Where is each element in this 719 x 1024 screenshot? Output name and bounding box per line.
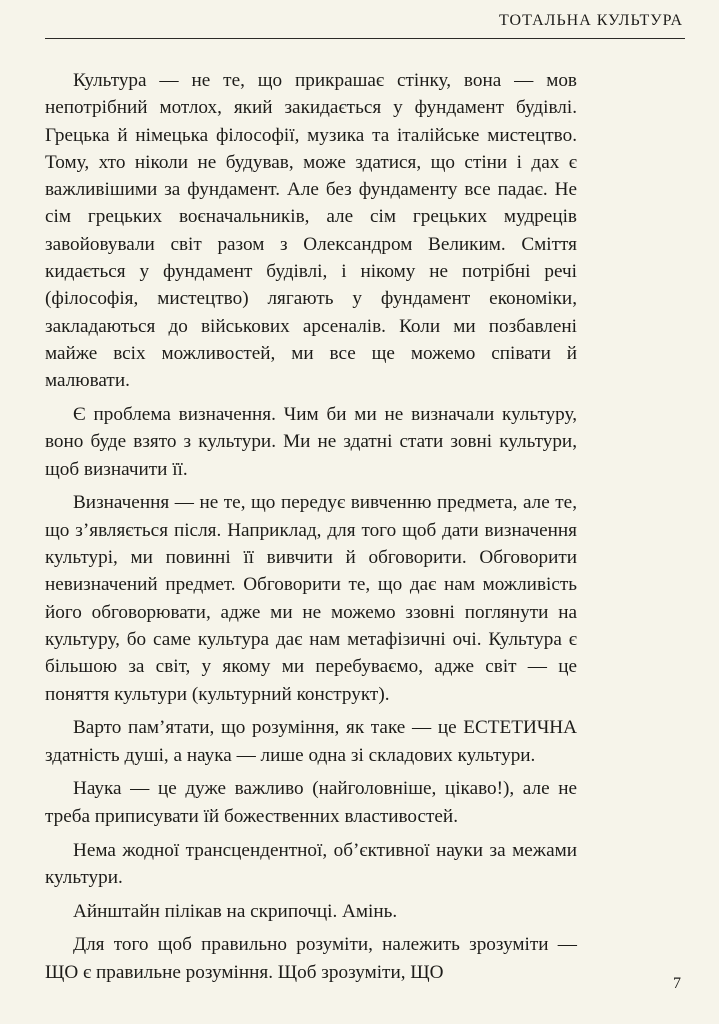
running-title: ТОТАЛЬНА КУЛЬТУРА bbox=[498, 12, 683, 29]
paragraph-7: Айнштайн пілікав на скрипочці. Амінь. bbox=[73, 900, 398, 922]
paragraph-8: Для того щоб правильно розуміти, належить зрозуміти — ЩО є правильне розуміння. Щоб зрозуміти, ЩО bbox=[45, 934, 577, 983]
header-rule bbox=[45, 38, 685, 39]
paragraph-5: Наука — це дуже важливо (найголовніше, цікаво!), але не треба приписувати їй божественних властивостей. bbox=[45, 778, 577, 827]
paragraph-4: Варто пам’ятати, що розуміння, як таке — це ЕСТЕТИЧНА здатність душі, а наука — лише одна зі складових культури. bbox=[45, 717, 577, 766]
body-text bbox=[45, 67, 577, 986]
paragraph-1: Культура — не те, що прикрашає стінку, вона — мов непотрібний мотлох, який закидається у фундамент будівлі. Грецька й німецька філософії, музика та італійське мистецтво. Тому, хто ніколи не будував, може здатися, що стіни і дах є важливішими за фундамент. Але без фундаменту все падає. Не сім грецьких воєначальників, але сім грецьких мудреців завойовували світ разом з Олександром Великим. Сміття кидається у фундамент будівлі, і нікому не потрібні речі (філософія, мистецтво) лягають у фундамент економіки, закладаються до військових арсеналів. Коли ми позбавлені майже всіх можливостей, ми все ще можемо співати й малювати. bbox=[45, 70, 577, 392]
page-number: 7 bbox=[673, 975, 681, 992]
paragraph-6: Нема жодної трансцендентної, об’єктивної науки за межами культури. bbox=[45, 839, 577, 888]
paragraph-3: Визначення — не те, що передує вивченню предмета, але те, що з’являється після. Наприклад, для того щоб дати визначення культурі, ми повинні її вивчити й обговорити. Обговорити невизначений предмет. Обговорити те, що дає нам можливість його обговорювати, адже ми не можемо ззовні поглянути на культуру, бо саме культура дає нам метафізичні очі. Культура є більшою за світ, у якому ми перебуваємо, адже світ — це поняття культури (культурний конструкт). bbox=[45, 492, 577, 705]
paragraph-2: Є проблема визначення. Чим би ми не визначали культуру, воно буде взято з культури. Ми не здатні стати зовні культури, щоб визначити її. bbox=[45, 404, 577, 480]
